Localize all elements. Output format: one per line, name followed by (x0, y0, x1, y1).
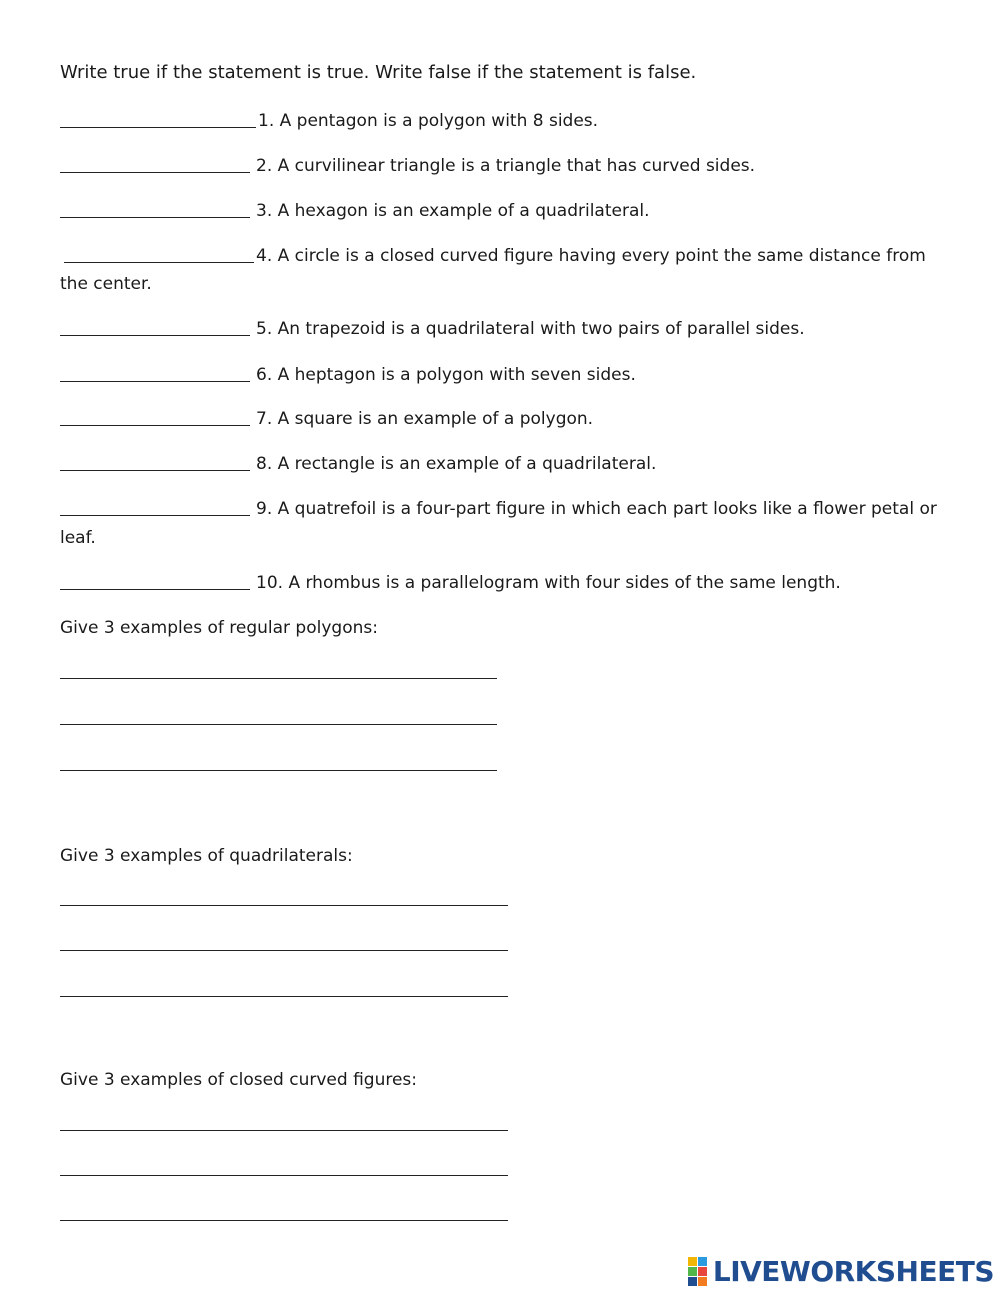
logo-square (688, 1257, 697, 1266)
answer-line-quadrilaterals-1[interactable] (60, 905, 508, 906)
statement-9-continuation: leaf. (60, 528, 96, 548)
answer-line-closed-curved-figures-1[interactable] (60, 1130, 508, 1131)
logo-square (698, 1267, 707, 1276)
answer-blank-10[interactable] (60, 571, 250, 590)
statement-text: 3. A hexagon is an example of a quadrilateral. (256, 201, 650, 221)
statement-6 (60, 363, 636, 386)
statement-8 (60, 452, 656, 475)
logo-square (698, 1257, 707, 1266)
statement-1 (60, 109, 598, 132)
statement-text: 8. A rectangle is an example of a quadrilateral. (256, 454, 657, 474)
statement-text: 9. A quatrefoil is a four-part figure in which each part looks like a flower petal or (256, 499, 937, 519)
instructions: Write true if the statement is true. Write false if the statement is false. (60, 62, 697, 83)
liveworksheets-logo-icon (688, 1257, 707, 1286)
answer-line-closed-curved-figures-2[interactable] (60, 1175, 508, 1176)
answer-blank-2[interactable] (60, 154, 250, 173)
answer-line-regular-polygons-2[interactable] (60, 724, 497, 725)
answer-blank-8[interactable] (60, 452, 250, 471)
answer-blank-7[interactable] (60, 407, 250, 426)
answer-blank-1[interactable] (60, 109, 256, 128)
statement-text: 6. A heptagon is a polygon with seven sides. (256, 365, 636, 385)
liveworksheets-logo (688, 1256, 994, 1286)
statement-text: 4. A circle is a closed curved figure having every point the same distance from (256, 246, 926, 266)
statement-text: 1. A pentagon is a polygon with 8 sides. (258, 111, 599, 131)
statement-text: 5. An trapezoid is a quadrilateral with two pairs of parallel sides. (256, 319, 805, 339)
answer-blank-3[interactable] (60, 199, 250, 218)
statement-5 (60, 317, 805, 340)
statement-3 (60, 199, 650, 222)
logo-square (688, 1277, 697, 1286)
answer-line-quadrilaterals-3[interactable] (60, 996, 508, 997)
answer-blank-9[interactable] (60, 497, 250, 516)
logo-square (698, 1277, 707, 1286)
answer-line-closed-curved-figures-3[interactable] (60, 1220, 508, 1221)
statement-4 (60, 244, 926, 267)
statement-10 (60, 571, 841, 594)
answer-blank-5[interactable] (60, 317, 250, 336)
answer-blank-6[interactable] (60, 363, 250, 382)
statement-text: 10. A rhombus is a parallelogram with four sides of the same length. (256, 573, 841, 593)
statement-9 (60, 497, 937, 520)
answer-line-regular-polygons-1[interactable] (60, 678, 497, 679)
logo-text: LIVEWORKSHEETS (712, 1254, 994, 1288)
prompt-quadrilaterals: Give 3 examples of quadrilaterals: (60, 846, 353, 866)
statement-2 (60, 154, 755, 177)
statement-7 (60, 407, 593, 430)
prompt-closed-curved-figures: Give 3 examples of closed curved figures: (60, 1070, 417, 1090)
answer-line-regular-polygons-3[interactable] (60, 770, 497, 771)
answer-blank-4[interactable] (64, 244, 254, 263)
statement-text: 7. A square is an example of a polygon. (256, 409, 594, 429)
statement-text: 2. A curvilinear triangle is a triangle that has curved sides. (256, 156, 756, 176)
answer-line-quadrilaterals-2[interactable] (60, 950, 508, 951)
logo-square (688, 1267, 697, 1276)
prompt-regular-polygons: Give 3 examples of regular polygons: (60, 618, 378, 638)
statement-4-continuation: the center. (60, 274, 152, 294)
